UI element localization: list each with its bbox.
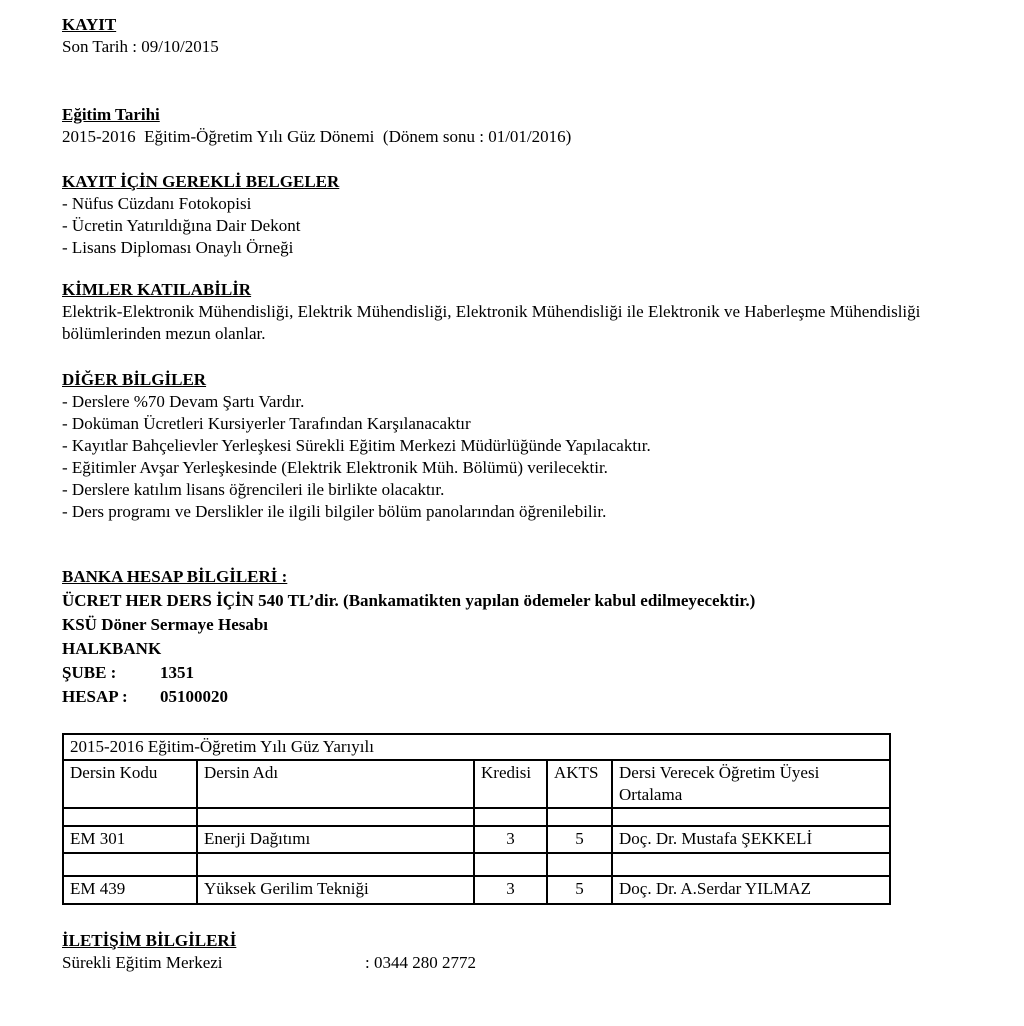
egitim-tarihi-heading xyxy=(62,104,984,126)
table-cell-instructor: Doç. Dr. Mustafa ŞEKKELİ xyxy=(612,826,890,853)
table-title: 2015-2016 Eğitim-Öğretim Yılı Güz Yarıyılı xyxy=(63,734,890,760)
table-cell-akts: 5 xyxy=(547,876,612,904)
table-cell-akts: 5 xyxy=(547,826,612,853)
list-item: - Ders programı ve Derslikler ile ilgili bilgiler bölüm panolarından öğrenilebilir. xyxy=(62,502,607,521)
course-table xyxy=(62,733,891,905)
table-cell xyxy=(547,853,612,876)
iletisim-contact-row xyxy=(62,952,984,974)
list-item: - Ücretin Yatırıldığına Dair Dekont xyxy=(62,216,301,235)
table-row-empty xyxy=(63,853,890,876)
table-title-row xyxy=(63,734,890,760)
table-header-row xyxy=(63,760,890,808)
column-header-dersin-kodu: Dersin Kodu xyxy=(63,760,197,808)
table-cell-credits: 3 xyxy=(474,826,547,853)
iletisim-heading-text: İLETİŞİM BİLGİLERİ xyxy=(62,931,237,950)
iletisim-heading xyxy=(62,930,984,952)
table-cell xyxy=(474,853,547,876)
table-cell-credits: 3 xyxy=(474,876,547,904)
hesap-value: 05100020 xyxy=(160,687,228,706)
list-item: - Nüfus Cüzdanı Fotokopisi xyxy=(62,194,252,213)
column-header-ogretim-uyesi: Dersi Verecek Öğretim Üyesi Ortalama xyxy=(612,760,890,808)
table-cell-course-code: EM 301 xyxy=(63,826,197,853)
table-row-em301 xyxy=(63,826,890,853)
banka-hesap-row xyxy=(62,685,984,709)
table-row-empty xyxy=(63,808,890,826)
sube-value: 1351 xyxy=(160,663,194,682)
table-row-em439 xyxy=(63,876,890,904)
banka-heading-text: BANKA HESAP BİLGİLERİ : xyxy=(62,567,288,586)
section-kayit xyxy=(62,14,984,58)
list-item: - Lisans Diploması Onaylı Örneği xyxy=(62,238,294,257)
table-cell xyxy=(63,808,197,826)
table-cell xyxy=(612,853,890,876)
banka-sube-row xyxy=(62,661,984,685)
kayit-heading xyxy=(62,14,984,36)
diger-bilgiler-heading-text: DİĞER BİLGİLER xyxy=(62,370,207,389)
kimler-heading xyxy=(62,279,984,301)
section-iletisim xyxy=(62,930,984,974)
banka-heading xyxy=(62,565,984,589)
list-item: - Derslere %70 Devam Şartı Vardır. xyxy=(62,392,305,411)
table-cell xyxy=(547,808,612,826)
list-item: - Derslere katılım lisans öğrencileri ile birlikte olacaktır. xyxy=(62,480,445,499)
section-banka-hesap xyxy=(62,565,984,709)
kayit-son-tarih: Son Tarih : 09/10/2015 xyxy=(62,37,219,56)
list-item: - Kayıtlar Bahçelievler Yerleşkesi Sürekli Eğitim Merkezi Müdürlüğünde Yapılacaktır. xyxy=(62,436,651,455)
sube-label: ŞUBE : xyxy=(62,663,117,682)
contact-phone: : 0344 280 2772 xyxy=(365,953,476,972)
egitim-tarihi-line: 2015-2016 Eğitim-Öğretim Yılı Güz Dönemi (Dönem sonu : 01/01/2016) xyxy=(62,127,572,146)
table-cell-instructor: Doç. Dr. A.Serdar YILMAZ xyxy=(612,876,890,904)
table-cell-course-name: Enerji Dağıtımı xyxy=(197,826,474,853)
table-cell xyxy=(197,853,474,876)
egitim-tarihi-heading-text: Eğitim Tarihi xyxy=(62,105,160,124)
hesap-label: HESAP : xyxy=(62,687,128,706)
kayit-heading-text: KAYIT xyxy=(62,15,117,34)
kimler-heading-text: KİMLER KATILABİLİR xyxy=(62,280,252,299)
column-header-dersin-adi: Dersin Adı xyxy=(197,760,474,808)
banka-adi: HALKBANK xyxy=(62,639,162,658)
list-item: - Doküman Ücretleri Kursiyerler Tarafından Karşılanacaktır xyxy=(62,414,471,433)
gerekli-belgeler-heading xyxy=(62,171,984,193)
section-kimler-katilabilir xyxy=(62,279,984,345)
contact-label: Sürekli Eğitim Merkezi xyxy=(62,953,223,972)
gerekli-belgeler-heading-text: KAYIT İÇİN GEREKLİ BELGELER xyxy=(62,172,340,191)
banka-ucret-line: ÜCRET HER DERS İÇİN 540 TL’dir. (Bankamatikten yapılan ödemeler kabul edilmeyecektir.) xyxy=(62,591,756,610)
list-item: - Eğitimler Avşar Yerleşkesinde (Elektrik Elektronik Müh. Bölümü) verilecektir. xyxy=(62,458,608,477)
table-cell xyxy=(63,853,197,876)
section-diger-bilgiler xyxy=(62,369,984,523)
section-egitim-tarihi xyxy=(62,104,984,148)
table-cell-course-code: EM 439 xyxy=(63,876,197,904)
diger-bilgiler-heading xyxy=(62,369,984,391)
table-cell-course-name: Yüksek Gerilim Tekniği xyxy=(197,876,474,904)
section-gerekli-belgeler xyxy=(62,171,984,259)
kimler-paragraph: Elektrik-Elektronik Mühendisliği, Elektrik Mühendisliği, Elektronik Mühendisliği ile Elektronik ve Haberleşme Mühendisliği bölümlerinden mezun olanlar. xyxy=(62,302,921,343)
table-cell xyxy=(197,808,474,826)
column-header-kredisi: Kredisi xyxy=(474,760,547,808)
banka-hesap-adi: KSÜ Döner Sermaye Hesabı xyxy=(62,615,269,634)
table-cell xyxy=(612,808,890,826)
table-cell xyxy=(474,808,547,826)
column-header-akts: AKTS xyxy=(547,760,612,808)
